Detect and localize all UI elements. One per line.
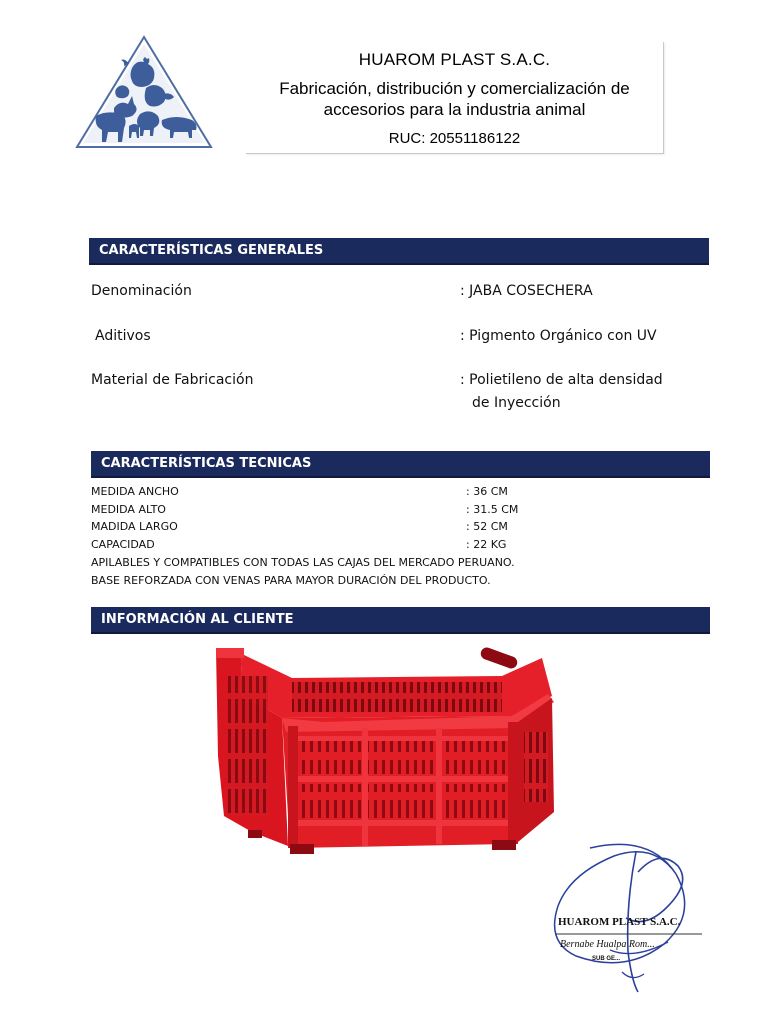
tech-notes	[91, 554, 515, 589]
handwritten-signature-icon	[552, 842, 708, 1000]
tech-label-capacidad: CAPACIDAD	[91, 538, 155, 552]
section-technical-title: CARACTERÍSTICAS TECNICAS	[91, 451, 710, 478]
tech-value-largo: : 52 CM	[466, 520, 508, 534]
tech-label-ancho: MEDIDA ANCHO	[91, 485, 179, 498]
tech-label-alto: MEDIDA ALTO	[91, 502, 166, 516]
tech-note-base: BASE REFORZADA CON VENAS PARA MAYOR DURACIÓN DEL PRODUCTO.	[91, 573, 491, 587]
material-value-text: : Polietileno de alta densidad de Inyección	[460, 372, 663, 411]
farm-animals-logo-icon	[74, 34, 214, 150]
general-value-denominacion: : JABA COSECHERA	[460, 283, 593, 299]
company-ruc: RUC: 20551186122	[388, 130, 521, 147]
stamp-name: Bernabe Hualpa Rom...	[560, 939, 655, 950]
company-header	[246, 42, 664, 154]
red-crate-image	[212, 636, 564, 866]
company-name: HUAROM PLAST S.A.C.	[358, 50, 551, 69]
section-client-title: INFORMACIÓN AL CLIENTE	[91, 607, 710, 634]
tech-value-ancho: : 36 CM	[466, 485, 508, 498]
tech-value-capacidad: : 22 KG	[466, 538, 507, 552]
tech-label-largo: MADIDA LARGO	[91, 520, 178, 534]
general-label-material: Material de Fabricación	[91, 372, 254, 388]
section-general-title: CARACTERÍSTICAS GENERALES	[89, 238, 709, 265]
tech-value-alto: : 31.5 CM	[466, 502, 519, 516]
stamp-company: HUAROM PLAST S.A.C.	[558, 916, 681, 928]
general-value-aditivos: : Pigmento Orgánico con UV	[460, 328, 657, 344]
general-value-material	[460, 369, 670, 415]
tech-note-apilables: APILABLES Y COMPATIBLES CON TODAS LAS CAJAS DEL MERCADO PERUANO.	[91, 556, 515, 569]
company-tagline: Fabricación, distribución y comercialización de accesorios para la industria animal	[279, 79, 630, 119]
stamp-role: SUB GE...	[592, 956, 621, 962]
general-label-denominacion: Denominación	[91, 283, 192, 299]
tech-values	[466, 483, 518, 554]
general-label-aditivos: Aditivos	[95, 328, 151, 344]
tech-labels	[91, 483, 179, 554]
